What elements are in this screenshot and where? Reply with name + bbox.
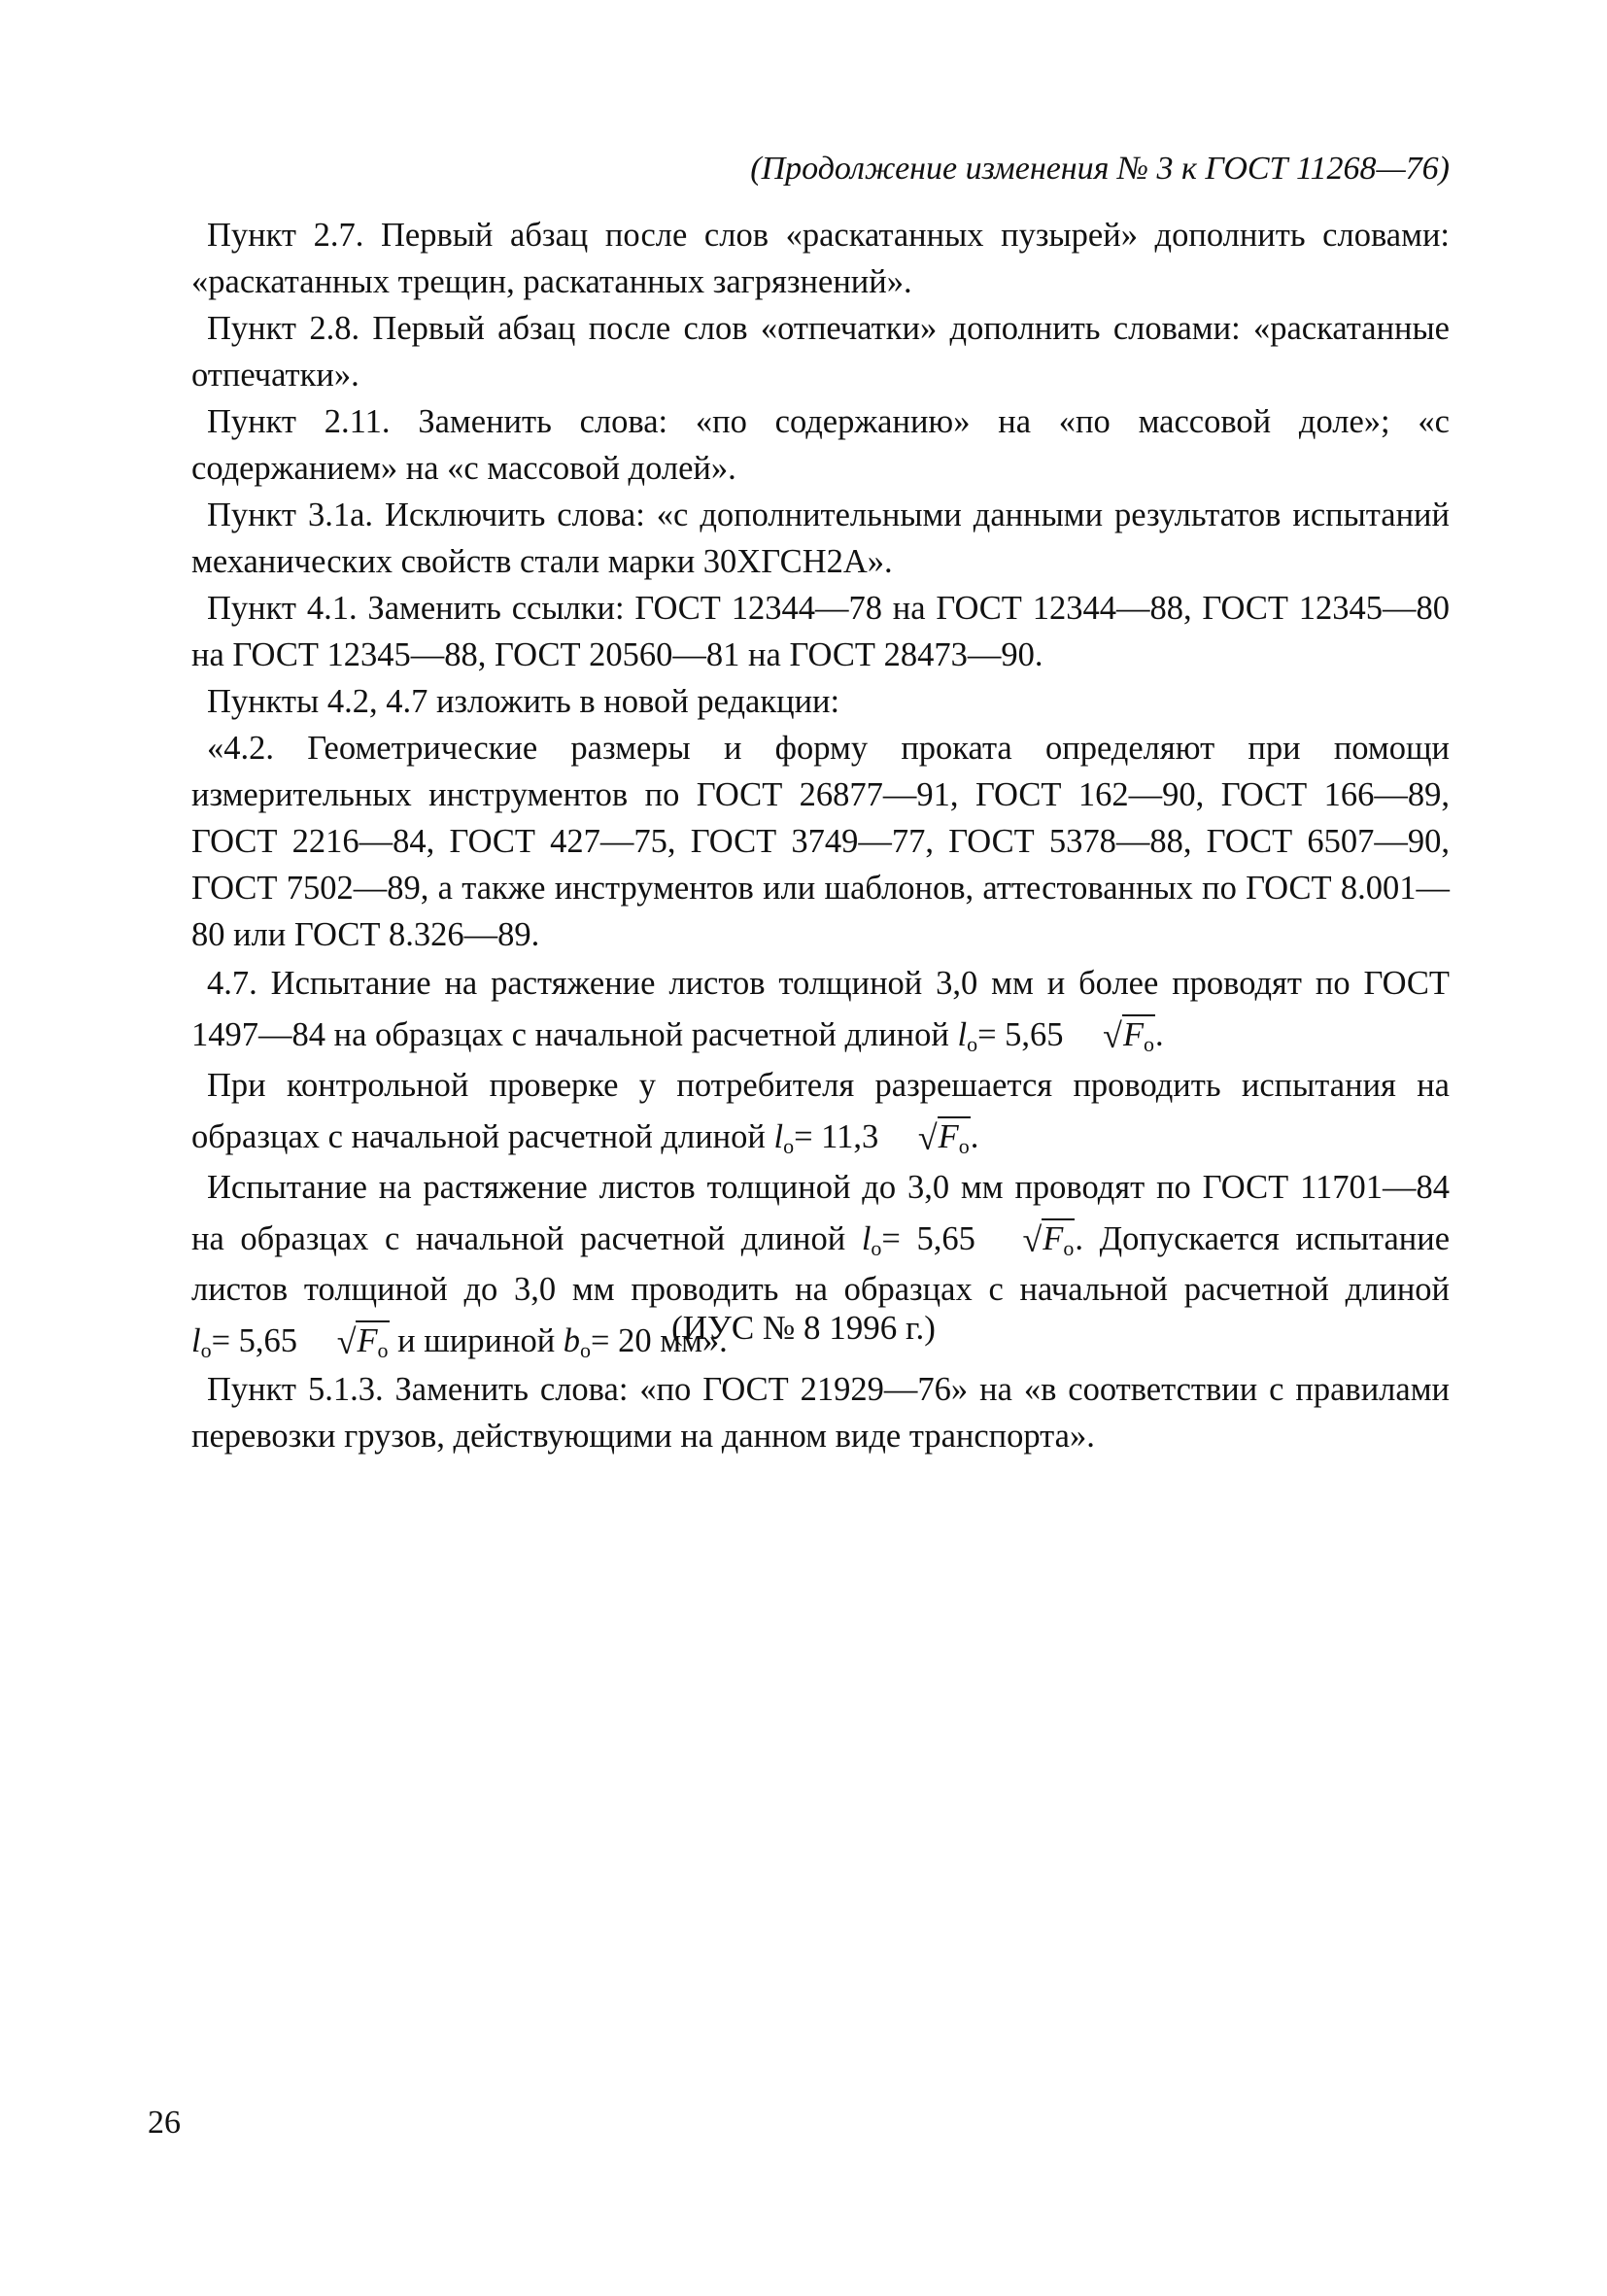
formula-gauge-length [861,1220,1076,1260]
paragraph-text: Испытание на растяжение листов толщиной до 3,0 мм проводят по ГОСТ 11701—84 на образцах с начальной расчетной длиной [191,1169,1450,1257]
page-number: 26 [148,2105,181,2141]
formula-variable: l [861,1220,872,1257]
paragraph-item-5-1-3: Пункт 5.1.3. Заменить слова: «по ГОСТ 21929—76» на «в соответствии с правилами перевозки грузов, действующими на данном виде транспорта». [191,1371,1450,1455]
paragraph-text: При контрольной проверке у потребителя разрешается проводить испытания на образцах с начальной расчетной длиной [191,1067,1450,1155]
formula-variable: b [563,1322,581,1359]
formula-gauge-length [957,1016,1155,1056]
continuation-header: (Продолжение изменения № 3 к ГОСТ 11268—76) [750,151,1450,187]
square-root-formula [991,1213,1075,1264]
paragraph-new-4-2: «4.2. Геометрические размеры и форму проката определяют при помощи измерительных инструментов по ГОСТ 26877—91, ГОСТ 162—90, ГОСТ 166—89, ГОСТ 2216—84, ГОСТ 427—75, ГОСТ 3749—77, ГОСТ 5378—88, ГОСТ 6507—90, ГОСТ 7502—89, а также инструментов или шаблонов, аттестованных по ГОСТ 8.001—80 или ГОСТ 8.326—89. [191,730,1450,953]
formula-variable: l [773,1118,784,1155]
radicand [938,1116,971,1158]
formula-variable: F [938,1118,959,1155]
paragraph-text: . Допускается испытание листов толщиной до 3,0 мм проводить на образцах с начальной расчетной длиной [191,1220,1451,1308]
radical-sign: √ [336,1322,357,1361]
paragraph-consumer-check [191,1060,1450,1162]
square-root-formula [887,1111,971,1162]
formula-variable: F [1122,1016,1145,1053]
radicand [1042,1218,1075,1260]
square-root-formula [1072,1009,1155,1060]
formula-subscript: о [958,1134,970,1158]
paragraph-item-4-1: Пункт 4.1. Заменить ссылки: ГОСТ 12344—78 на ГОСТ 12344—88, ГОСТ 12345—80 на ГОСТ 12345—88, ГОСТ 20560—81 на ГОСТ 28473—90. [191,590,1450,673]
formula-value: = 20 мм». [591,1322,728,1359]
formula-subscript: о [377,1338,389,1362]
formula-value: = 5,65 [881,1220,975,1257]
paragraph-new-4-7 [191,958,1450,1060]
formula-variable: l [191,1322,201,1359]
paragraph-end: . [970,1118,979,1155]
formula-value: = 5,65 [211,1322,298,1359]
paragraph-text: 4.7. Испытание на растяжение листов толщиной 3,0 мм и более проводят по ГОСТ 1497—84 на образцах с начальной расчетной длиной [191,965,1450,1053]
formula-variable: l [957,1016,968,1053]
formula-gauge-length [773,1118,970,1158]
formula-variable: F [357,1322,378,1359]
radical-sign: √ [917,1118,938,1157]
formula-subscript: о [783,1134,795,1158]
paragraph-item-2-11: Пункт 2.11. Заменить слова: «по содержанию» на «по массовой доле»; «с содержанием» на «с массовой долей». [191,403,1450,487]
radicand [1122,1014,1155,1056]
paragraph-text: и шириной [397,1322,556,1359]
paragraph-item-2-8: Пункт 2.8. Первый абзац после слов «отпечатки» дополнить словами: «раскатанные отпечатки». [191,310,1450,394]
amendment-body [191,212,1450,1459]
paragraph-end: . [1155,1016,1164,1053]
formula-subscript: о [871,1236,882,1260]
formula-subscript: о [1144,1032,1155,1056]
paragraph-items-4-2-4-7-intro: Пункты 4.2, 4.7 изложить в новой редакции: [207,683,840,720]
formula-subscript: о [580,1338,592,1362]
formula-value: = 11,3 [794,1118,879,1155]
radical-sign: √ [1103,1016,1122,1055]
formula-variable: F [1043,1220,1064,1257]
radical-sign: √ [1022,1220,1043,1259]
formula-subscript: о [1063,1236,1075,1260]
source-reference: (ИУС № 8 1996 г.) [671,1309,936,1347]
formula-subscript: о [967,1032,978,1056]
paragraph-item-2-7: Пункт 2.7. Первый абзац после слов «раскатанных пузырей» дополнить словами: «раскатанных трещин, раскатанных загрязнений». [191,217,1450,300]
formula-subscript: о [200,1338,212,1362]
paragraph-item-3-1a: Пункт 3.1а. Исключить слова: «с дополнительными данными результатов испытаний механических свойств стали марки 30ХГСН2А». [191,497,1450,580]
formula-value: = 5,65 [977,1016,1064,1053]
